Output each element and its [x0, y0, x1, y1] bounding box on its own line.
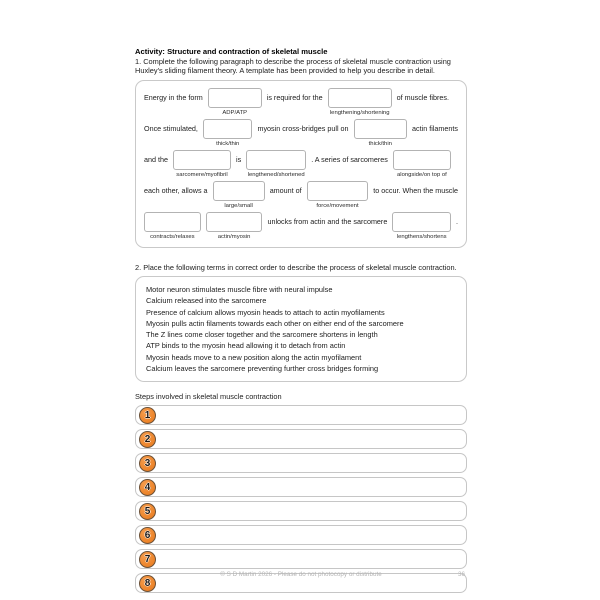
- step-answer-row-2[interactable]: [135, 429, 467, 449]
- blank-options-label: ADP/ATP: [222, 110, 248, 116]
- fill-text: is: [235, 155, 242, 164]
- fill-text: . A series of sarcomeres: [311, 155, 388, 164]
- fill-text: is required for the: [266, 93, 323, 102]
- fill-blank-input[interactable]: [246, 150, 306, 170]
- steps-label: Steps involved in skeletal muscle contraction: [135, 392, 282, 402]
- fill-blank-input[interactable]: [393, 150, 451, 170]
- step-answer-row-7[interactable]: [135, 549, 467, 569]
- fill-blank-group: [206, 212, 263, 241]
- fill-row-4: [144, 181, 458, 210]
- fill-text: to occur. When the muscle: [373, 186, 458, 195]
- page-footer: [135, 571, 467, 578]
- fill-blank-group: [246, 150, 306, 179]
- fill-blank-group: [213, 181, 265, 210]
- fill-blank-input[interactable]: [213, 181, 265, 201]
- blank-options-label: lengthening/shortening: [329, 110, 390, 116]
- fill-text: unlocks from actin and the sarcomere: [267, 217, 388, 226]
- fill-blank-input[interactable]: [354, 119, 407, 139]
- fill-text: myosin cross-bridges pull on: [257, 124, 349, 133]
- fill-blank-group: [144, 212, 201, 241]
- terms-list-box: [135, 276, 467, 382]
- fill-text: .: [456, 217, 459, 226]
- question-2-instruction: 2. Place the following terms in correct order to describe the process of skeletal muscle contraction.: [135, 263, 457, 272]
- fill-blank-input[interactable]: [392, 212, 451, 232]
- blank-options-label: alongside/on top of: [396, 172, 447, 178]
- blank-options-label: thick/thin: [368, 141, 392, 147]
- fill-row-1: [144, 88, 458, 117]
- blank-options-label: actin/myosin: [217, 234, 251, 240]
- term-item: Presence of calcium allows myosin heads to attach to actin myofilaments: [146, 307, 385, 317]
- question-1-instruction: 1. Complete the following paragraph to describe the process of skeletal muscle contraction using Huxley's sliding filament theory. A template has been provided to help you describe in detail.: [135, 57, 451, 75]
- step-number-badge: 3: [139, 455, 156, 472]
- blank-options-label: sarcomere/myofibril: [176, 172, 228, 178]
- blank-options-label: force/movement: [316, 203, 359, 209]
- blank-options-label: large/small: [224, 203, 253, 209]
- paragraph-template-box: [135, 80, 467, 248]
- fill-text: actin filaments: [412, 124, 458, 133]
- fill-blank-input[interactable]: [144, 212, 201, 232]
- blank-options-label: lengthens/shortens: [396, 234, 447, 240]
- fill-row-2: [144, 119, 458, 148]
- footer-copyright: © S D Martin 2026 - Please do not photocopy or distribute: [220, 571, 382, 578]
- steps-answer-list: [135, 405, 467, 593]
- term-item: Calcium released into the sarcomere: [146, 296, 267, 306]
- step-number-badge: 1: [139, 407, 156, 424]
- step-number-badge: 8: [139, 575, 156, 592]
- step-number-badge: 2: [139, 431, 156, 448]
- term-item: Calcium leaves the sarcomere preventing further cross bridges forming: [146, 364, 379, 374]
- fill-blank-input[interactable]: [328, 88, 392, 108]
- term-item: ATP binds to the myosin head allowing it to detach from actin: [146, 341, 346, 351]
- fill-blank-input[interactable]: [206, 212, 263, 232]
- blank-options-label: thick/thin: [216, 141, 240, 147]
- blank-options-label: lengthened/shortened: [247, 172, 305, 178]
- fill-blank-input[interactable]: [173, 150, 231, 170]
- term-item: Myosin heads move to a new position along the actin myofilament: [146, 352, 362, 362]
- fill-blank-group: [208, 88, 262, 117]
- step-answer-row-5[interactable]: [135, 501, 467, 521]
- fill-blank-group: [307, 181, 369, 210]
- fill-row-5: [144, 212, 458, 241]
- step-number-badge: 5: [139, 503, 156, 520]
- fill-blank-group: [393, 150, 451, 179]
- step-answer-row-6[interactable]: [135, 525, 467, 545]
- fill-text: each other, allows a: [144, 186, 208, 195]
- step-answer-row-1[interactable]: [135, 405, 467, 425]
- term-item: The Z lines come closer together and the sarcomere shortens in length: [146, 330, 378, 340]
- step-answer-row-4[interactable]: [135, 477, 467, 497]
- step-number-badge: 7: [139, 551, 156, 568]
- fill-text: Once stimulated,: [144, 124, 198, 133]
- fill-blank-group: [173, 150, 231, 179]
- footer-page-number: 36: [457, 571, 465, 578]
- fill-blank-group: [203, 119, 253, 148]
- fill-text: of muscle fibres.: [396, 93, 449, 102]
- fill-blank-input[interactable]: [208, 88, 262, 108]
- blank-options-label: contracts/relaxes: [150, 234, 195, 240]
- step-answer-row-3[interactable]: [135, 453, 467, 473]
- fill-blank-group: [392, 212, 451, 241]
- fill-row-3: [144, 150, 458, 179]
- fill-text: amount of: [269, 186, 302, 195]
- fill-blank-group: [354, 119, 407, 148]
- fill-text: Energy in the form: [144, 93, 203, 102]
- page-title: Activity: Structure and contraction of skeletal muscle: [135, 47, 328, 56]
- term-item: Myosin pulls actin filaments towards each other on either end of the sarcomere: [146, 318, 404, 328]
- step-number-badge: 6: [139, 527, 156, 544]
- step-number-badge: 4: [139, 479, 156, 496]
- worksheet-page: [135, 47, 467, 597]
- fill-text: and the: [144, 155, 168, 164]
- fill-blank-input[interactable]: [203, 119, 253, 139]
- fill-blank-input[interactable]: [307, 181, 369, 201]
- term-item: Motor neuron stimulates muscle fibre with neural impulse: [146, 285, 333, 294]
- fill-blank-group: [328, 88, 392, 117]
